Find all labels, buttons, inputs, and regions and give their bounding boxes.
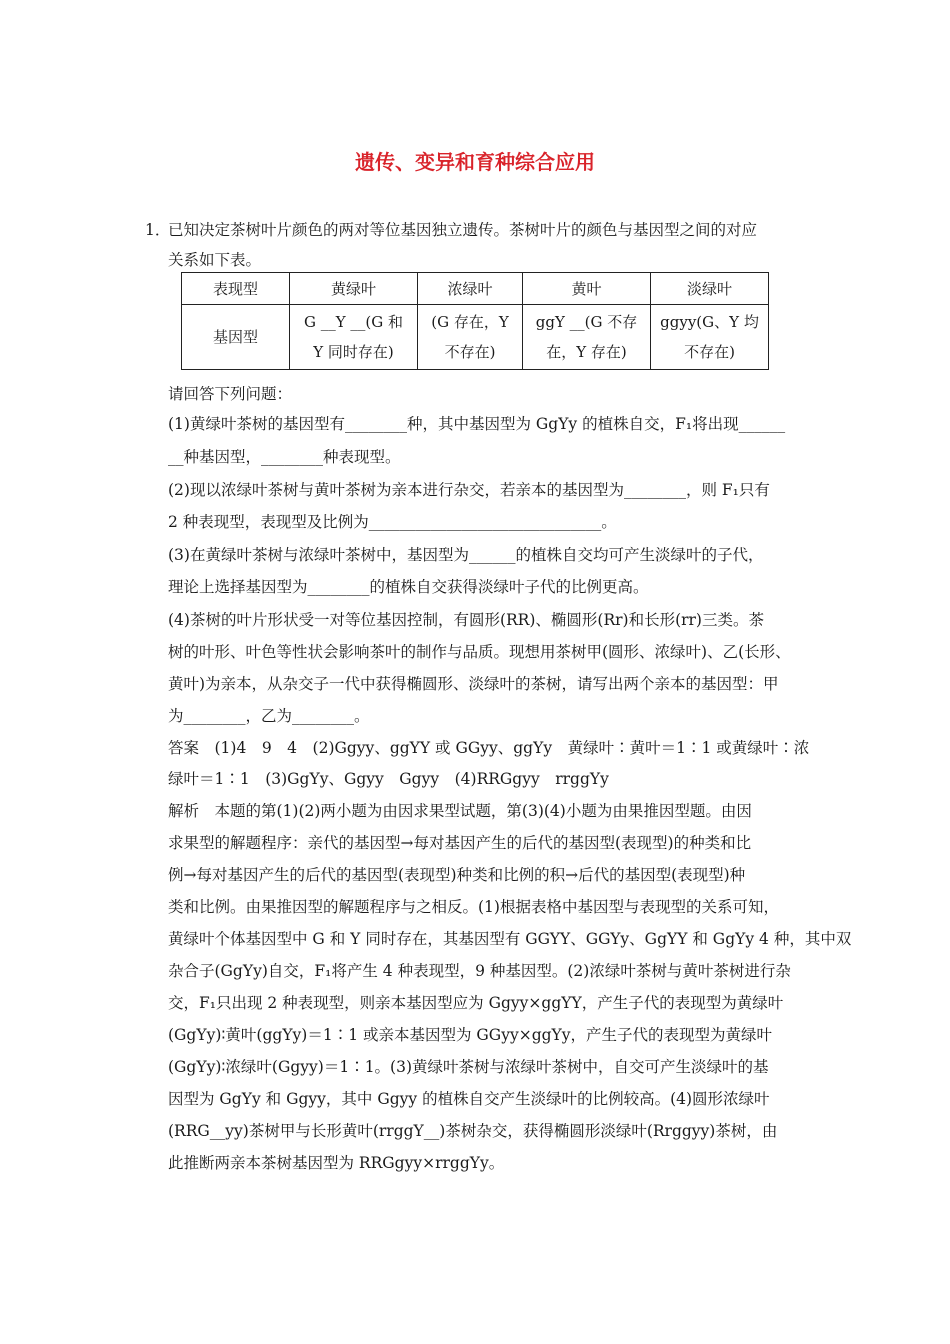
genotype-phenotype-table bbox=[181, 272, 769, 370]
table-cell-line: 不存在) bbox=[444, 343, 496, 361]
table-cell-line: ggY __(G 不存 bbox=[535, 313, 638, 331]
table-header-cell: 黄绿叶 bbox=[290, 273, 418, 305]
analysis-line: 例→每对基因产生的后代的基因型(表现型)种类和比例的积→后代的基因型(表现型)种 bbox=[168, 866, 746, 884]
table-header-cell: 黄叶 bbox=[523, 273, 651, 305]
analysis-line: (GgYy)∶黄叶(ggYy)＝1∶1 或亲本基因型为 GGyy×ggYy，产生子代的表现型为黄绿叶 bbox=[168, 1026, 773, 1044]
table-cell-line: Y 同时存在) bbox=[313, 343, 394, 361]
table-cell bbox=[290, 305, 418, 370]
body-line: (4)茶树的叶片形状受一对等位基因控制，有圆形(RR)、椭圆形(Rr)和长形(rr)三类。茶 bbox=[168, 611, 764, 629]
table-row-label: 基因型 bbox=[182, 305, 290, 370]
body-line: 2 种表现型，表现型及比例为______________________________。 bbox=[168, 513, 617, 531]
table-cell-line: 在，Y 存在) bbox=[546, 343, 627, 361]
analysis-line: 此推断两亲本茶树基因型为 RRGgyy×rrggYy。 bbox=[168, 1154, 505, 1172]
analysis-line: 类和比例。由果推因型的解题程序与之相反。(1)根据表格中基因型与表现型的关系可知， bbox=[168, 898, 779, 916]
analysis-line: 解析 本题的第(1)(2)两小题为由因求果型试题，第(3)(4)小题为由果推因型题。由因 bbox=[168, 802, 752, 820]
body-line: 理论上选择基因型为________的植株自交获得淡绿叶子代的比例更高。 bbox=[168, 578, 649, 596]
body-line: (3)在黄绿叶茶树与浓绿叶茶树中，基因型为______的植株自交均可产生淡绿叶的子代， bbox=[168, 546, 764, 564]
table-cell bbox=[523, 305, 651, 370]
page-title: 遗传、变异和育种综合应用 bbox=[355, 150, 595, 174]
body-line: 请回答下列问题： bbox=[168, 385, 293, 403]
body-line: (2)现以浓绿叶茶树与黄叶茶树为亲本进行杂交，若亲本的基因型为________，则 F₁只有 bbox=[168, 481, 770, 499]
question-stem-line: 已知决定茶树叶片颜色的两对等位基因独立遗传。茶树叶片的颜色与基因型之间的对应 bbox=[168, 221, 758, 239]
body-line: __种基因型，________种表现型。 bbox=[168, 448, 401, 466]
body-line: 为________，乙为________。 bbox=[168, 707, 370, 725]
analysis-line: (RRG__yy)茶树甲与长形黄叶(rrggY__)茶树杂交，获得椭圆形淡绿叶(Rrggyy)茶树，由 bbox=[168, 1122, 778, 1140]
analysis-line: (GgYy)∶浓绿叶(Ggyy)＝1∶1。(3)黄绿叶茶树与浓绿叶茶树中，自交可产生淡绿叶的基 bbox=[168, 1058, 769, 1076]
analysis-line: 杂合子(GgYy)自交，F₁将产生 4 种表现型，9 种基因型。(2)浓绿叶茶树与黄叶茶树进行杂 bbox=[168, 962, 791, 980]
table-cell bbox=[418, 305, 523, 370]
table-cell bbox=[651, 305, 769, 370]
answer-line: 绿叶＝1∶1 (3)GgYy、Ggyy Ggyy (4)RRGgyy rrggYy bbox=[168, 770, 609, 788]
analysis-line: 交，F₁只出现 2 种表现型，则亲本基因型应为 Ggyy×ggYY，产生子代的表现型为黄绿叶 bbox=[168, 994, 784, 1012]
table-header-cell: 浓绿叶 bbox=[418, 273, 523, 305]
analysis-line: 求果型的解题程序：亲代的基因型→每对基因产生的后代的基因型(表现型)的种类和比 bbox=[168, 834, 752, 852]
body-line: (1)黄绿叶茶树的基因型有________种，其中基因型为 GgYy 的植株自交，F₁将出现______ bbox=[168, 415, 786, 433]
table-cell-line: G __Y __(G 和 bbox=[303, 313, 404, 331]
question-number: 1． bbox=[145, 221, 171, 239]
body-line: 树的叶形、叶色等性状会影响茶叶的制作与品质。现想用茶树甲(圆形、浓绿叶)、乙(长形、 bbox=[168, 643, 791, 661]
analysis-line: 因型为 GgYy 和 Ggyy，其中 Ggyy 的植株自交产生淡绿叶的比例较高。(4)圆形浓绿叶 bbox=[168, 1090, 770, 1108]
analysis-line: 黄绿叶个体基因型中 G 和 Y 同时存在，其基因型有 GGYY、GGYy、GgYY 和 GgYy 4 种，其中双 bbox=[168, 930, 852, 948]
body-line: 黄叶)为亲本，从杂交子一代中获得椭圆形、淡绿叶的茶树，请写出两个亲本的基因型：甲 bbox=[168, 675, 779, 693]
table-cell-line: ggyy(G、Y 均 bbox=[660, 313, 759, 331]
table-cell-line: (G 存在，Y bbox=[431, 313, 509, 331]
table-header-cell: 表现型 bbox=[182, 273, 290, 305]
table-header-cell: 淡绿叶 bbox=[651, 273, 769, 305]
answer-line: 答案 (1)4 9 4 (2)Ggyy、ggYY 或 GGyy、ggYy 黄绿叶∶黄叶＝1∶1 或黄绿叶∶浓 bbox=[168, 739, 810, 757]
table-cell-line: 不存在) bbox=[684, 343, 735, 361]
question-stem-line: 关系如下表。 bbox=[168, 251, 262, 269]
